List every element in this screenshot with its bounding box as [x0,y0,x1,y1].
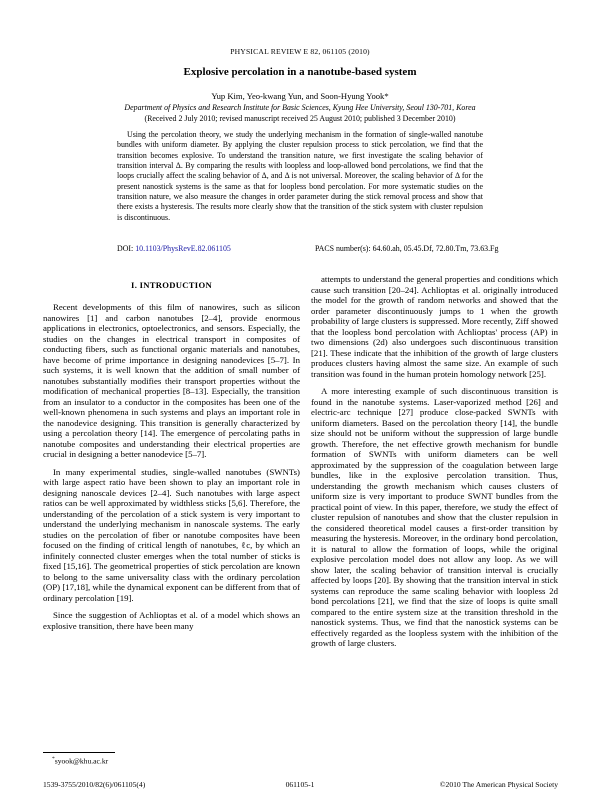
doi-label: DOI: [117,244,134,253]
pacs-numbers: PACS number(s): 64.60.ah, 05.45.Df, 72.80.Tm, 73.63.Fg [315,244,499,253]
received-dates: (Received 2 July 2010; revised manuscript received 25 August 2010; published 3 December 2010) [144,114,456,123]
paragraph: attempts to understand the general properties and conditions which cause such transition [20–24]. Achlioptas et al. originally introduced the model for the growth of random networks and showed that the order parameter discontinuously jumps to 1 when the growth probability of large clusters is suppressed. More recently, Ziff showed that the loopless bond percolation with Achlioptas' process (AP) in two dimensions (2d) also undergoes such discontinuous transition [21]. These indicate that the inhibition of the growth of large clusters produces clusters having almost the same size. An example of such transition was found in the human protein homology network [25]. [311,274,558,379]
doi [117,244,231,253]
footer-copyright: ©2010 The American Physical Society [439,780,558,789]
footnote-marker: * [52,756,55,762]
footnote-email[interactable]: syook@khu.ac.kr [54,756,109,766]
doi-link[interactable]: 10.1103/PhysRevE.82.061105 [135,244,231,253]
footnote-rule [43,752,115,753]
left-column [43,302,300,631]
paper-title: Explosive percolation in a nanotube-based system [183,66,417,78]
affiliation: Department of Physics and Research Institute for Basic Sciences, Kyung Hee University, Seoul 130-701, Korea [124,103,476,112]
right-column [311,274,558,649]
paragraph: Recent developments of this film of nanowires, such as silicon nanowires [1] and carbon nanotubes [2–4], provide enormous applications in electronics, optoelectronics, and sensors. Especially, the studies on the changes in electrical transport in composites of conducting fibers, such as functional organic materials and nanotubes, have become of prime importance in designing nanodevices [5–7]. In such systems, it is well known that the addition of small number of nanotubes substantially modifies their transport properties without the modification of mechanical properties [8–13]. Especially, the transition from an insulator to a conductor in the composites has been one of the well-known phenomena in such systems and plays an important role in the nanodevice designing. This transition is generally characterized by using a percolation theory [14]. The emergence of percolating paths in nanotube composites and understanding their electrical properties are crucial in designing a better nanodevice [5–7]. [43,302,300,459]
abstract: Using the percolation theory, we study the underlying mechanism in the formation of single-walled nanotube bundles with uniform diameter. By applying the cluster repulsion process to stick percolation, we find that the transition becomes explosive. To understand the transition nature, we first investigate the scaling behavior of transition interval Δ. By comparing the results with loopless and loop-allowed bond percolations, we find that the loops crucially affect the scaling behavior of Δ, and Δ is not universal. Moreover, the scaling behavior of Δ for the present nanostick systems is the same as that for loopless bond percolation. For more systematic studies on the transition nature, we also measure the changes in order parameter during the stick removal process and show that there exists a hysteresis. The results more clearly show that the transition of the stick system with cluster repulsion is discontinuous. [117,130,483,222]
section-heading: I. INTRODUCTION [131,280,212,290]
journal-header: PHYSICAL REVIEW E 82, 061105 (2010) [230,47,370,56]
footer-issn: 1539-3755/2010/82(6)/061105(4) [43,780,146,789]
paragraph: In many experimental studies, single-walled nanotubes (SWNTs) with large aspect ratio have been shown to play an important role in designing nanoscale devices [2–4]. Such nanotubes with large aspect ratios can be well approximated by widthless sticks [5,6]. Therefore, the understanding of the percolation of a stick system is very important to understand the underlying mechanism in nanoscale systems. The early studies on the percolation of fiber or nanotube composites have been focused on the finding of critical length of nanotubes, ℓc, by which an infinitely connected cluster emerges when the total number of sticks is fixed [15,16]. The geometrical properties of stick percolation are known to belong to the same universality class with the ordinary percolation (OP) [17,18], while the dynamical exponent can be different from that of ordinary percolation [19]. [43,466,300,603]
paragraph: A more interesting example of such discontinuous transition is found in the nanotube systems. Laser-vaporized method [26] and electric-arc technique [27] produce close-packed SWNTs with uniform diameters. Based on the percolation theory [14], the bundle size should not be uniform without the suppression of large bundle growth. Therefore, the net effective growth mechanism for bundle formation of SWNTs with uniform diameters can be well approximated by the suppression of the coagulation between large bundles, like in the explosive percolation transition. Thus, understanding the growth mechanism which causes clusters of uniform size is very important to produce SWNT bundles from the practical point of view. In this paper, therefore, we study the effect of cluster repulsion of nanotubes and show that the cluster repulsion in the considered theoretical model causes a first-order transition by measuring the hysteresis. Moreover, in the ordinary bond percolation, it is natural to allow the formation of loops, while the original explosive percolation model does not allow any loop. As we will show later, the scaling behavior of transition interval is crucially affected by loops [20]. By showing that the transition interval in stick systems can reproduce the same scaling behavior with loopless 2d bond percolations [21], we find that the size of loops is quite small compared to the entire system size at the transition threshold in the nanostick systems. Thus, we find that the nanostick systems can be effectively regarded as the loopless system with the inhibition of the growth of large clusters. [311,386,558,648]
paragraph: Since the suggestion of Achlioptas et al. of a model which shows an explosive transition, there have been many [43,610,300,631]
footnote [52,756,108,766]
authors: Yup Kim, Yeo-kwang Yun, and Soon-Hyung Yook* [211,91,389,101]
footer-page-number: 061105-1 [285,780,315,789]
